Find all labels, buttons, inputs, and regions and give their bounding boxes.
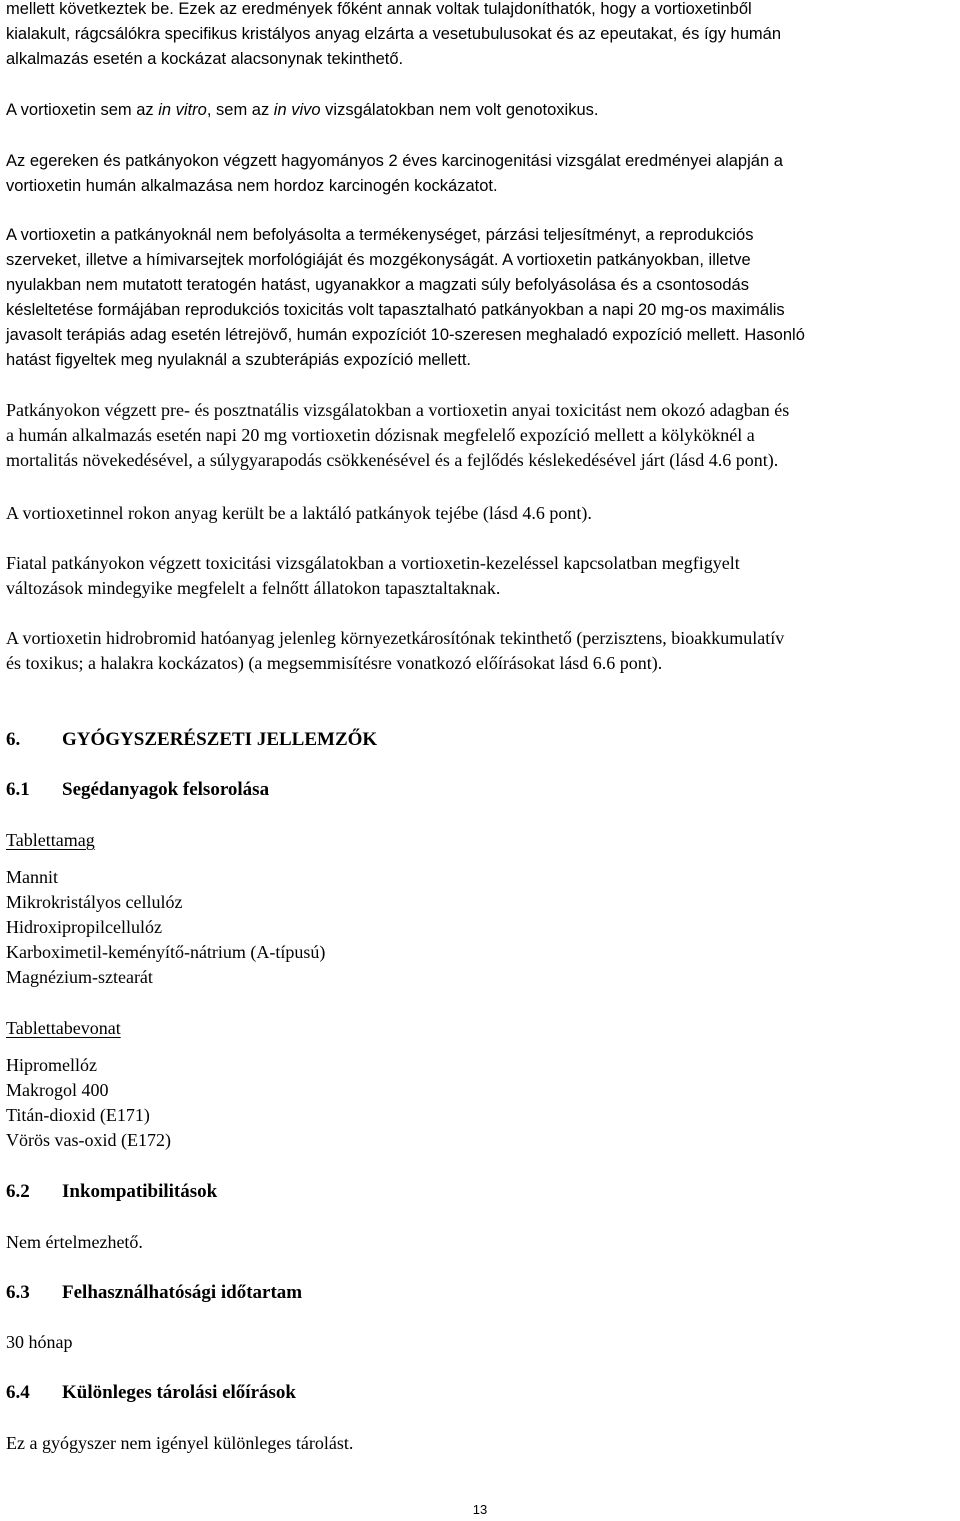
text-line: A vortioxetin sem az in vitro, sem az in vivo vizsgálatokban nem volt genotoxikus. <box>6 101 599 119</box>
coating-excipient-list <box>6 1053 956 1153</box>
text-line: alkalmazás esetén a kockázat alacsonynak tekinthető. <box>6 50 404 68</box>
section-title: Inkompatibilitások <box>62 1181 218 1202</box>
list-item: Magnézium-sztearát <box>6 967 153 987</box>
core-excipient-list <box>6 865 956 990</box>
section-number: 6.1 <box>6 779 30 800</box>
text-line: A vortioxetin a patkányoknál nem befolyásolta a termékenységet, párzási teljesítményt, a reprodukciós <box>6 226 754 244</box>
text-line: nyulakban nem mutatott teratogén hatást, ugyanakkor a magzati súly befolyásolása és a csontosodás <box>6 276 749 294</box>
paragraph-genotoxicity <box>6 98 956 123</box>
text-line: javasolt terápiás adag esetén létrejövő, humán expozíciót 10-szeresen meghaladó expozíció mellett. Hasonló <box>6 326 805 344</box>
section-6-4-text: Ez a gyógyszer nem igényel különleges tárolást. <box>6 1433 354 1453</box>
list-item: Makrogol 400 <box>6 1080 109 1100</box>
section-title: Segédanyagok felsorolása <box>62 779 270 800</box>
paragraph-lactation <box>6 501 956 526</box>
text-line: Fiatal patkányokon végzett toxicitási vizsgálatokban a vortioxetin-kezeléssel kapcsolatban megfigyelt <box>6 553 740 573</box>
section-6-2-heading <box>6 1179 956 1204</box>
page-number: 13 <box>472 1502 488 1517</box>
section-6-2-text: Nem értelmezhető. <box>6 1232 143 1252</box>
section-number: 6.3 <box>6 1282 30 1303</box>
list-item: Mikrokristályos cellulóz <box>6 892 183 912</box>
paragraph-renal-findings <box>6 0 956 72</box>
section-number: 6.2 <box>6 1181 30 1202</box>
text-line: A vortioxetin hidrobromid hatóanyag jelenleg környezetkárosítónak tekinthető (perzisztens, bioakkumulatív <box>6 628 785 648</box>
core-subheading: Tablettamag <box>6 830 95 850</box>
paragraph-environmental-risk <box>6 626 956 676</box>
text-line: Patkányokon végzett pre- és posztnatális vizsgálatokban a vortioxetin anyai toxicitást nem okozó adagban és <box>6 400 790 420</box>
text-line: mortalitás növekedésével, a súlygyarapodás csökkenésével és a fejlődés késlekedésével járt (lásd 4.6 pont). <box>6 450 779 470</box>
text-line: vortioxetin humán alkalmazása nem hordoz karcinogén kockázatot. <box>6 177 498 195</box>
text-line: A vortioxetinnel rokon anyag került be a laktáló patkányok tejébe (lásd 4.6 pont). <box>6 503 592 523</box>
text-line: hatást figyeltek meg nyulaknál a szubterápiás expozíció mellett. <box>6 351 471 369</box>
list-item: Titán-dioxid (E171) <box>6 1105 150 1125</box>
text-line: szerveket, illetve a hímivarsejtek morfológiáját és mozgékonyságát. A vortioxetin patkányokban, illetve <box>6 251 751 269</box>
text-line: és toxikus; a halakra kockázatos) (a megsemmisítésre vonatkozó előírásokat lásd 6.6 pont). <box>6 653 663 673</box>
text-line: a humán alkalmazás esetén napi 20 mg vortioxetin dózisnak megfelelő expozíció mellett a kölyköknél a <box>6 425 755 445</box>
paragraph-reproductive-toxicity <box>6 223 956 373</box>
section-title: Különleges tárolási előírások <box>62 1382 296 1403</box>
text-line: késleltetése formájában reprodukciós toxicitás volt tapasztalható patkányokban a napi 20 mg-os maximális <box>6 301 785 319</box>
list-item: Hidroxipropilcellulóz <box>6 917 162 937</box>
text-line: kialakult, rágcsálókra specifikus kristályos anyag elzárta a vesetubulusokat és az epeutakat, és így humán <box>6 25 781 43</box>
paragraph-juvenile <box>6 551 956 601</box>
text-line: változások mindegyike megfelelt a felnőtt állatokon tapasztaltaknak. <box>6 578 501 598</box>
section-title: Felhasználhatósági időtartam <box>62 1282 303 1303</box>
paragraph-pre-postnatal <box>6 398 956 473</box>
section-6-4-heading <box>6 1380 956 1405</box>
paragraph-carcinogenicity <box>6 149 956 199</box>
list-item: Vörös vas-oxid (E172) <box>6 1130 171 1150</box>
text-line: Az egereken és patkányokon végzett hagyományos 2 éves karcinogenitási vizsgálat eredményei alapján a <box>6 152 783 170</box>
section-number: 6.4 <box>6 1382 30 1403</box>
list-item: Karboximetil-keményítő-nátrium (A-típusú) <box>6 942 326 962</box>
section-6-1-heading <box>6 777 956 802</box>
list-item: Hipromellóz <box>6 1055 97 1075</box>
list-item: Mannit <box>6 867 58 887</box>
section-number: 6. <box>6 729 21 750</box>
coating-subheading: Tablettabevonat <box>6 1018 121 1038</box>
section-title: GYÓGYSZERÉSZETI JELLEMZŐK <box>62 729 378 750</box>
section-6-3-heading <box>6 1280 956 1305</box>
text-line: mellett következtek be. Ezek az eredmények főként annak voltak tulajdoníthatók, hogy a vortioxetinből <box>6 0 752 18</box>
section-6-heading <box>6 727 956 752</box>
section-6-3-text: 30 hónap <box>6 1332 73 1352</box>
